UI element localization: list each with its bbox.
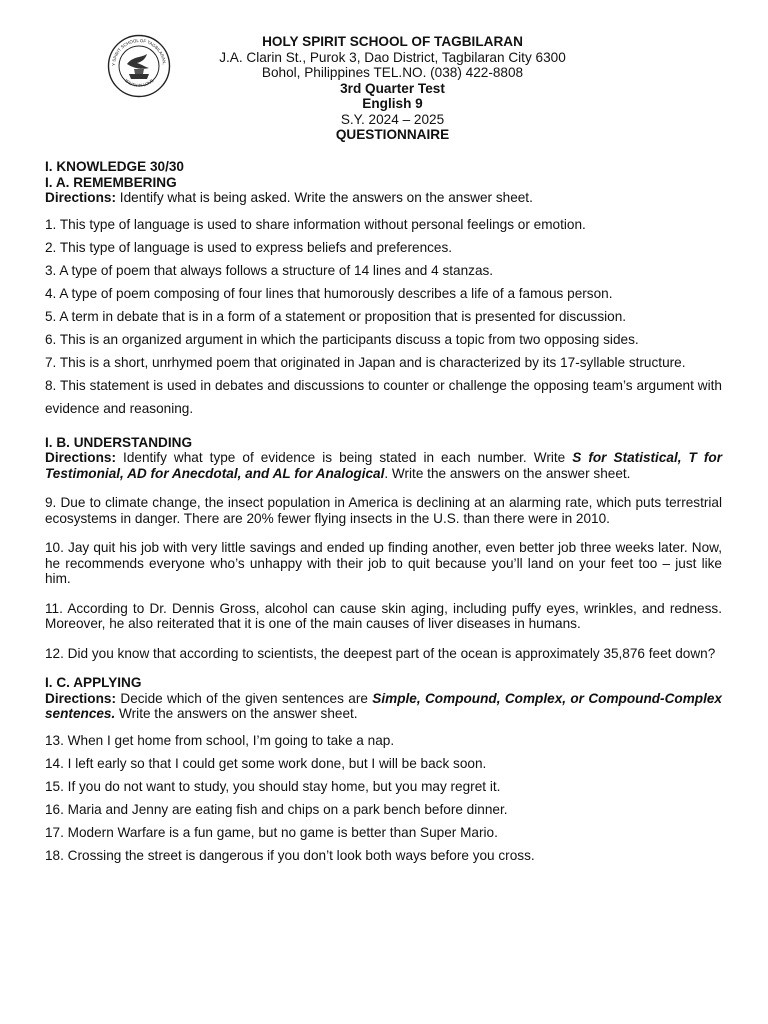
question-item: 9. Due to climate change, the insect population in America is declining at an alarming rate, which puts terrestrial ecosystems in danger. There are 20% fewer flying insects in the U.S. than there were in 2010.: [45, 495, 722, 526]
question-item: 16. Maria and Jenny are eating fish and chips on a park bench before dinner.: [45, 801, 508, 817]
directions-text: Write the answers on the answer sheet.: [115, 706, 358, 721]
question-item: 6. This is an organized argument in which the participants discuss a topic from two opposing sides.: [45, 331, 639, 347]
svg-text:TRUTH IN LOVE: TRUTH IN LOVE: [123, 77, 155, 88]
question-item: 4. A type of poem composing of four lines that humorously describes a life of a famous person.: [45, 285, 613, 301]
question-item: 11. According to Dr. Dennis Gross, alcohol can cause skin aging, including puffy eyes, wrinkles, and redness. Moreover, he also reiterated that it is one of the main causes of liver diseases in humans.: [45, 600, 722, 631]
questionnaire-page: [45, 34, 722, 867]
school-name: HOLY SPIRIT SCHOOL OF TAGBILARAN: [262, 34, 523, 49]
evidence-types: S for Statistical, T for Testimonial, AD for Anecdotal, and AL for Analogical: [45, 450, 723, 481]
school-address-line-1: J.A. Clarin St., Purok 3, Dao District, Tagbilaran City 6300: [219, 49, 566, 65]
sentence-types: Simple, Compound, Complex, or Compound-Complex sentences.: [45, 690, 722, 721]
document-header: [45, 34, 722, 146]
directions-text: Identify what is being asked. Write the answers on the answer sheet.: [116, 190, 533, 205]
school-address-line-2: Bohol, Philippines TEL.NO. (038) 422-8808: [261, 65, 524, 80]
directions-label: Directions:: [45, 690, 117, 706]
question-item: 1. This type of language is used to share information without personal feelings or emotion.: [45, 216, 586, 232]
section-remembering-title: I. A. REMEMBERING: [45, 174, 177, 190]
school-year: S.Y. 2024 – 2025: [340, 111, 445, 127]
question-item: 18. Crossing the street is dangerous if you don’t look both ways before you cross.: [45, 847, 535, 863]
applying-items: [45, 729, 722, 867]
remembering-directions: [45, 190, 722, 206]
svg-text:HOLY SPIRIT SCHOOL OF TAGBILAR: Y SPIRIT SCHOOL OF TAGBILARAN,: [110, 37, 167, 67]
directions-text: Decide which of the given sentences are: [116, 690, 373, 706]
remembering-items: [45, 213, 722, 420]
applying-directions: [45, 691, 722, 722]
question-item: 5. A term in debate that is in a form of a statement or proposition that is presented for discussion.: [45, 308, 627, 324]
question-item: 10. Jay quit his job with very little savings and ended up finding another, even better job three weeks later. Now, he recommends everyone who’s unhappy with their job to quit because you’ll land on your feet too – just like him.: [45, 540, 722, 586]
section-knowledge-title: I. KNOWLEDGE 30/30: [45, 159, 184, 174]
question-item: 17. Modern Warfare is a fun game, but no game is better than Super Mario.: [45, 824, 498, 840]
section-applying-title: I. C. APPLYING: [45, 675, 142, 690]
question-item: 7. This is a short, unrhymed poem that originated in Japan and is characterized by its 17-syllable structure.: [45, 354, 686, 370]
question-item: 8. This statement is used in debates and discussions to counter or challenge the opposing team’s argument with evidence and reasoning.: [45, 377, 722, 416]
directions-text: Identify what type of evidence is being stated in each number. Write: [116, 450, 573, 465]
question-item: 2. This type of language is used to express beliefs and preferences.: [45, 239, 453, 255]
section-understanding-title: I. B. UNDERSTANDING: [45, 434, 193, 450]
directions-text: . Write the answers on the answer sheet.: [384, 465, 631, 481]
test-name: 3rd Quarter Test: [340, 80, 445, 96]
question-item: 15. If you do not want to study, you should stay home, but you may regret it.: [45, 778, 501, 794]
question-item: 14. I left early so that I could get some work done, but I will be back soon.: [45, 755, 487, 771]
document-type: QUESTIONNAIRE: [335, 127, 450, 142]
directions-label: Directions:: [45, 190, 117, 205]
question-item: 12. Did you know that according to scientists, the deepest part of the ocean is approximately 35,876 feet down?: [45, 645, 716, 661]
school-seal-logo: [107, 34, 171, 98]
subject-name: English 9: [362, 96, 423, 111]
question-item: 13. When I get home from school, I’m going to take a nap.: [45, 732, 395, 748]
directions-label: Directions:: [45, 450, 117, 465]
understanding-directions: [45, 450, 722, 481]
question-item: 3. A type of poem that always follows a structure of 14 lines and 4 stanzas.: [45, 262, 494, 278]
